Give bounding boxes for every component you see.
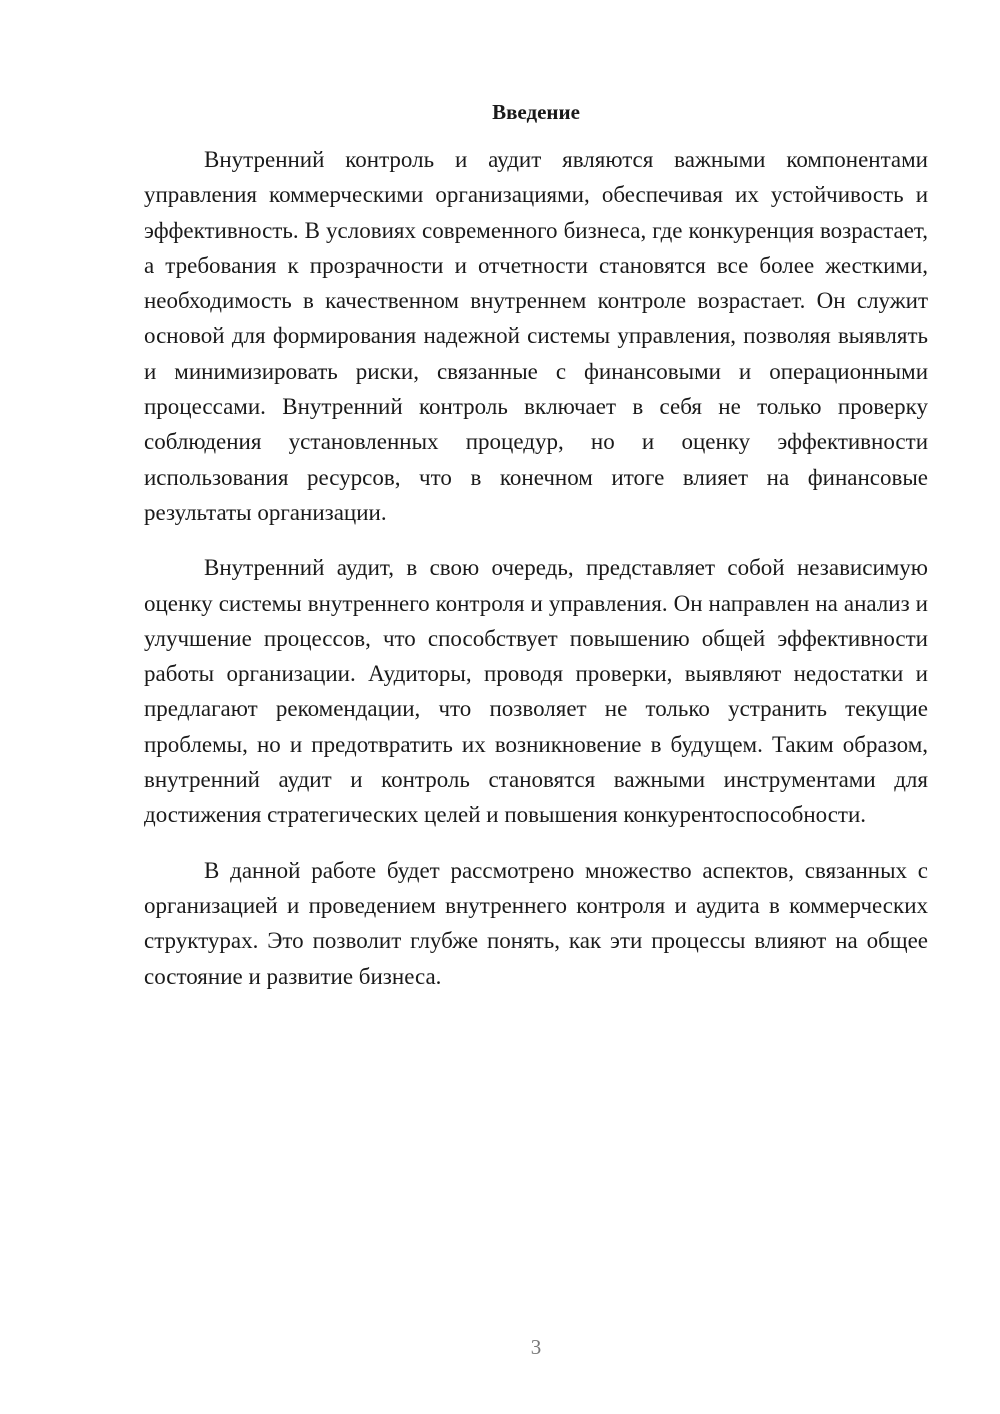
body-text [144,142,928,1014]
paragraph-3: В данной работе будет рассмотрено множество аспектов, связанных с организацией и проведением внутреннего контроля и аудита в коммерческих структурах. Это позволит глубже понять, как эти процессы влияют на общее состояние и развитие бизнеса. [144,857,928,989]
page-number: 3 [530,1335,542,1359]
page-title: Введение [492,100,580,124]
paragraph-1: Внутренний контроль и аудит являются важными компонентами управления коммерческими организациями, обеспечивая их устойчивость и эффективность. В условиях современного бизнеса, где конкуренция возрастает, а требования к прозрачности и отчетности становятся все более жесткими, необходимость в качественном внутреннем контроле возрастает. Он служит основой для формирования надежной системы управления, позволяя выявлять и минимизировать риски, связанные с финансовыми и операционными процессами. Внутренний контроль включает в себя не только проверку соблюдения установленных процедур, но и оценку эффективности использования ресурсов, что в конечном итоге влияет на финансовые результаты организации. [144,147,928,525]
paragraph-2: Внутренний аудит, в свою очередь, представляет собой независимую оценку системы внутреннего контроля и управления. Он направлен на анализ и улучшение процессов, что способствует повышению общей эффективности работы организации. Аудиторы, проводя проверки, выявляют недостатки и предлагают рекомендации, что позволяет не только устранить текущие проблемы, но и предотвратить их возникновение в будущем. Таким образом, внутренний аудит и контроль становятся важными инструментами для достижения стратегических целей и повышения конкурентоспособности. [144,555,928,828]
